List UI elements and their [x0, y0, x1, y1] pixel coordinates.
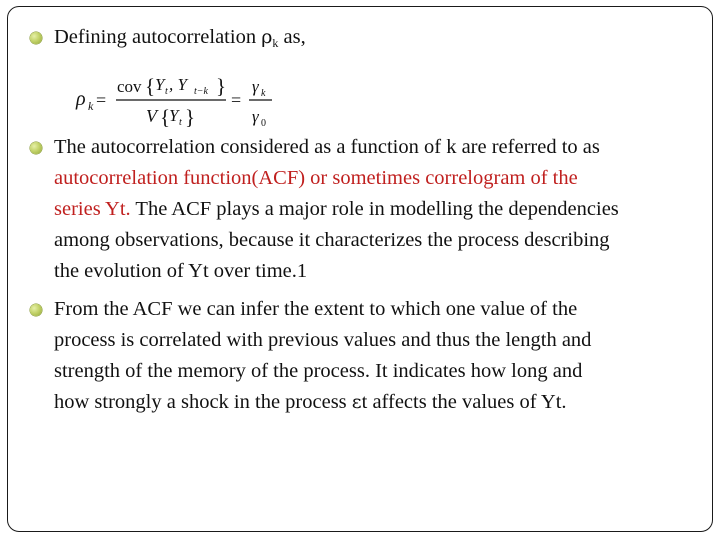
autocorrelation-formula: [74, 70, 284, 132]
acf-line-3-rest: The ACF plays a major role in modelling the dependencies: [130, 198, 619, 220]
formula-den-brace-close: }: [185, 105, 196, 129]
formula-lhs: ρ: [76, 88, 86, 110]
rho-subscript: k: [272, 36, 279, 50]
formula-num-brace-close: }: [216, 74, 227, 98]
formula-equals: =: [96, 90, 107, 110]
formula-rhs-num: γ: [252, 77, 259, 96]
formula-den-brace-open: {: [160, 105, 171, 129]
bullet-icon: [30, 142, 42, 154]
memory-line-2: process is correlated with previous values and thus the length and: [54, 329, 592, 351]
acf-line-1: The autocorrelation considered as a function of k are referred to as: [54, 136, 600, 158]
formula-num-arg: Y: [155, 75, 165, 94]
definition-suffix: as,: [278, 26, 306, 48]
formula-rhs-den-sub: 0: [261, 118, 266, 129]
memory-line-1: From the ACF we can infer the extent to which one value of the: [54, 298, 578, 320]
memory-line-4-pre: how strongly a shock in the process: [54, 391, 352, 413]
memory-line-3: strength of the memory of the process. It indicates how long and: [54, 360, 583, 382]
memory-line-4-post: t affects the values of Yt.: [361, 391, 567, 413]
formula-rhs-den: γ: [252, 107, 259, 126]
definition-prefix: Defining autocorrelation: [54, 26, 262, 48]
acf-line-2: autocorrelation function(ACF) or sometimes correlogram of the: [54, 167, 578, 189]
formula-equals-2: =: [231, 90, 242, 110]
formula-num-brace-open: {: [145, 74, 156, 98]
bullet-icon: [30, 32, 42, 44]
formula-den-arg: Y: [169, 106, 179, 125]
rho-symbol: ρ: [261, 26, 273, 48]
formula-num-arg1-sub: t: [165, 86, 168, 97]
epsilon-symbol: ε: [351, 391, 362, 413]
formula-den-arg-sub: t: [179, 117, 182, 128]
acf-line-4: among observations, because it characterizes the process describing: [54, 229, 610, 251]
formula-rhs-num-sub: k: [261, 88, 266, 99]
acf-line-3-red: series Yt.: [54, 198, 131, 220]
acf-line-5: the evolution of Yt over time.1: [54, 260, 308, 282]
formula-num-comma: , Y: [169, 75, 187, 94]
bullet-text: [54, 132, 704, 287]
bullet-text: [54, 22, 704, 53]
bullet-text: [54, 294, 704, 418]
formula-lhs-sub: k: [88, 99, 94, 113]
formula-den-func: V: [146, 106, 157, 126]
bullet-icon: [30, 304, 42, 316]
formula-num-func: cov: [117, 77, 142, 96]
formula-num-arg2-sub: t−k: [194, 86, 208, 97]
